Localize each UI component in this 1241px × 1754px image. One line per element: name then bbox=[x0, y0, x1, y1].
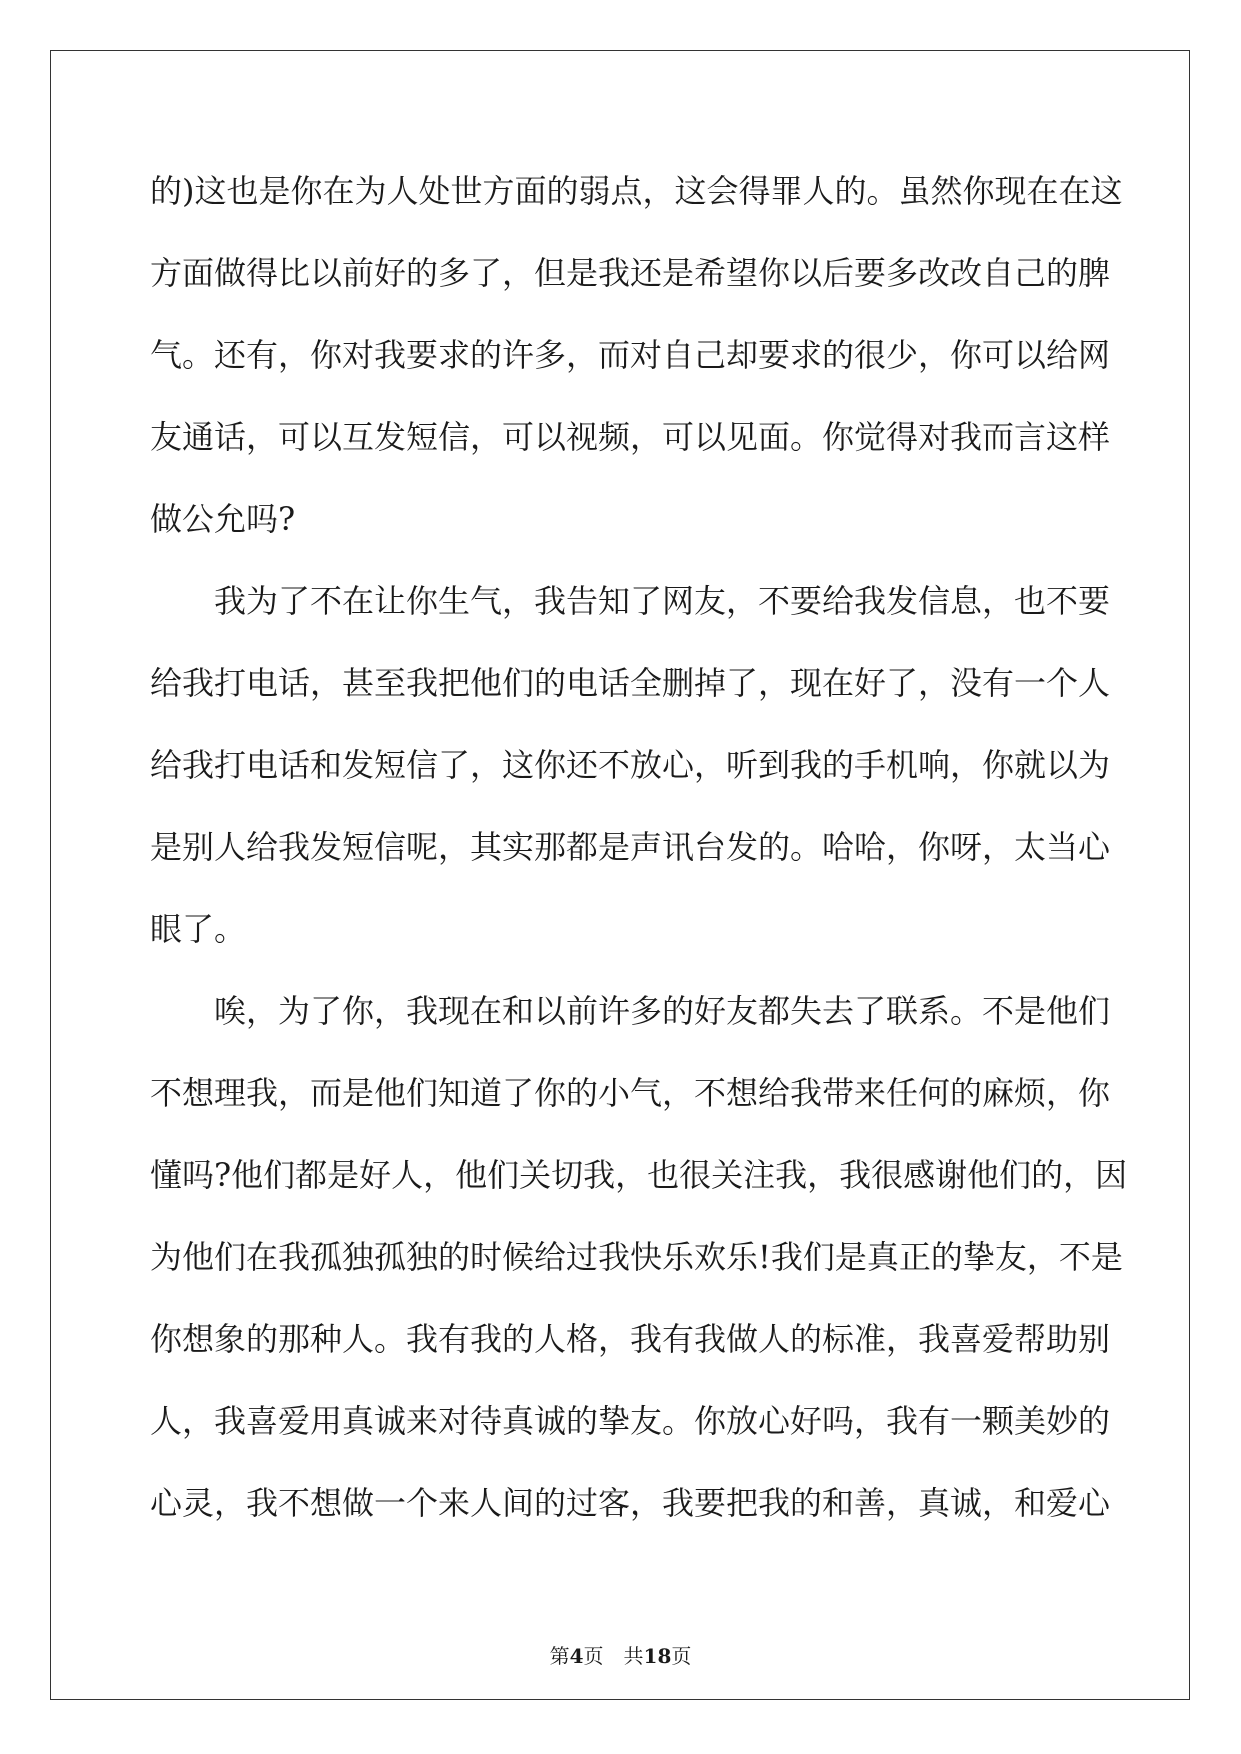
total-pages: 18 bbox=[643, 1644, 672, 1668]
text-line: 心灵，我不想做一个来人间的过客，我要把我的和善，真诚，和爱心 bbox=[150, 1484, 1111, 1522]
text-line: 气。还有，你对我要求的许多，而对自己却要求的很少，你可以给网 bbox=[150, 336, 1111, 374]
text-line: 懂吗?他们都是好人，他们关切我，也很关注我，我很感谢他们的，因 bbox=[150, 1156, 1128, 1194]
text-line: 友通话，可以互发短信，可以视频，可以见面。你觉得对我而言这样 bbox=[150, 418, 1111, 456]
text-line: 不想理我，而是他们知道了你的小气，不想给我带来任何的麻烦，你 bbox=[150, 1074, 1111, 1112]
paragraph bbox=[150, 970, 1128, 1544]
text-line: 给我打电话和发短信了，这你还不放心，听到我的手机响，你就以为 bbox=[150, 746, 1111, 784]
document-body bbox=[150, 150, 1128, 1544]
text-line: 做公允吗? bbox=[150, 500, 296, 538]
text-line: 我为了不在让你生气，我告知了网友，不要给我发信息，也不要 bbox=[214, 582, 1111, 620]
text-line: 眼了。 bbox=[150, 910, 247, 948]
text-line: 你想象的那种人。我有我的人格，我有我做人的标准，我喜爱帮助别 bbox=[150, 1320, 1111, 1358]
total-prefix: 共 bbox=[623, 1644, 644, 1668]
page-prefix: 第 bbox=[549, 1644, 570, 1668]
text-line: 人，我喜爱用真诚来对待真诚的挚友。你放心好吗，我有一颗美妙的 bbox=[150, 1402, 1111, 1440]
page-suffix: 页 bbox=[583, 1644, 604, 1668]
text-line: 唉，为了你，我现在和以前许多的好友都失去了联系。不是他们 bbox=[214, 992, 1111, 1030]
text-line: 的)这也是你在为人处世方面的弱点，这会得罪人的。虽然你现在在这 bbox=[150, 172, 1123, 210]
text-line: 是别人给我发短信呢，其实那都是声讯台发的。哈哈，你呀，太当心 bbox=[150, 828, 1111, 866]
page-number: 4 bbox=[569, 1644, 584, 1668]
paragraph bbox=[150, 150, 1123, 560]
text-line: 方面做得比以前好的多了，但是我还是希望你以后要多改改自己的脾 bbox=[150, 254, 1111, 292]
text-line: 为他们在我孤独孤独的时候给过我快乐欢乐!我们是真正的挚友，不是 bbox=[150, 1238, 1123, 1276]
page-footer bbox=[0, 1642, 1241, 1670]
total-suffix: 页 bbox=[671, 1644, 692, 1668]
text-line: 给我打电话，甚至我把他们的电话全删掉了，现在好了，没有一个人 bbox=[150, 664, 1111, 702]
paragraph bbox=[150, 560, 1111, 970]
